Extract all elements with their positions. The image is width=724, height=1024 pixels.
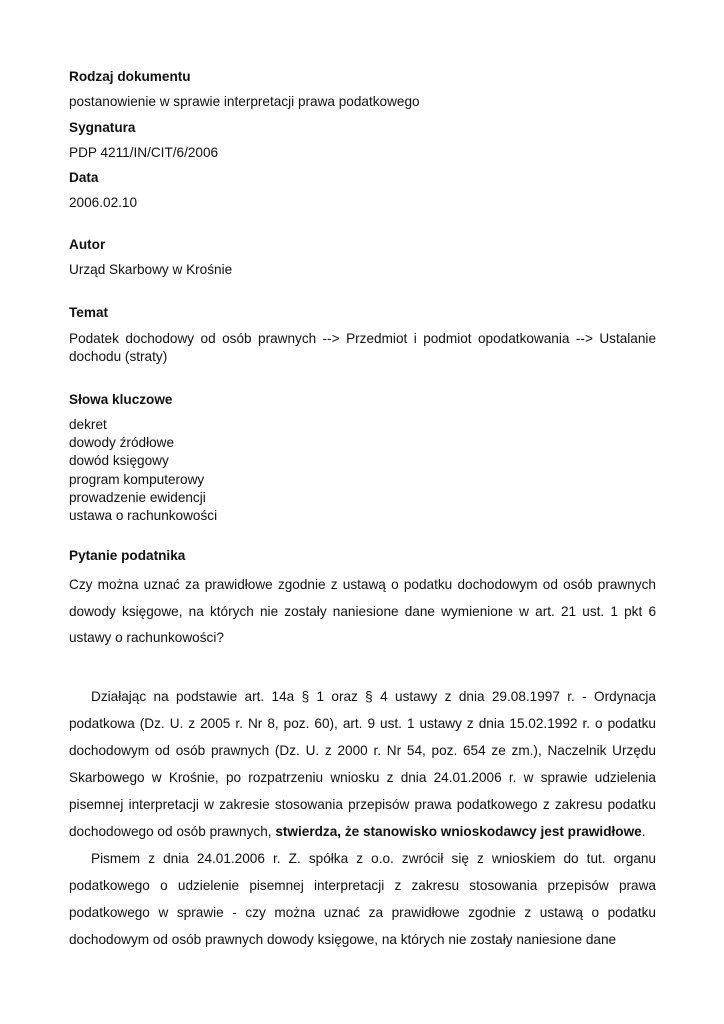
keyword-item: dowód księgowy — [69, 453, 169, 469]
author-label: Autor — [69, 237, 106, 252]
doc-type-value: postanowienie w sprawie interpretacji prawa podatkowego — [69, 94, 420, 109]
body-paragraph-2: Pismem z dnia 24.01.2006 r. Z. spółka z o.o. zwrócił się z wnioskiem do tut. organu podatkowego o udzielenie pisemnej interpretacji z zakresu stosowania przepisów prawa podatkowego w sprawie - czy można uznać za prawidłowe zgodnie z ustawą o podatku dochodowym od osób prawnych dowody księgowe, na których nie zostały naniesione dane — [69, 851, 656, 947]
question-label: Pytanie podatnika — [69, 548, 186, 563]
keywords-list — [69, 416, 217, 525]
keyword-item: program komputerowy — [69, 471, 205, 487]
keyword-item: dowody źródłowe — [69, 435, 175, 451]
date-value: 2006.02.10 — [69, 195, 138, 210]
author-value: Urząd Skarbowy w Krośnie — [69, 262, 233, 277]
topic-label: Temat — [69, 305, 109, 320]
body-paragraph-1 — [69, 683, 656, 845]
keyword-item: ustawa o rachunkowości — [69, 508, 218, 524]
date-label: Data — [69, 170, 99, 185]
body-paragraph-1-end: . — [641, 824, 646, 839]
signature-value: PDP 4211/IN/CIT/6/2006 — [69, 145, 219, 160]
signature-label: Sygnatura — [69, 120, 136, 135]
doc-type-label: Rodzaj dokumentu — [69, 69, 191, 84]
keyword-item: dekret — [69, 417, 107, 432]
body-paragraph-1-text: Działając na podstawie art. 14a § 1 oraz § 4 ustawy z dnia 29.08.1997 r. - Ordynacja podatkowa (Dz. U. z 2005 r. Nr 8, poz. 60), art. 9 ust. 1 ustawy z dnia 15.02.1992 r. o podatku dochodowym od osób prawnych (Dz. U. z 2000 r. Nr 54, poz. 654 ze zm.), Naczelnik Urzędu Skarbowego w Krośnie, po rozpatrzeniu wniosku z dnia 24.01.2006 r. w sprawie udzielenia pisemnej interpretacji w zakresie stosowania przepisów prawa podatkowego z zakresu podatku dochodowego od osób prawnych, — [69, 689, 656, 839]
keyword-item: prowadzenie ewidencji — [69, 489, 206, 505]
topic-value: Podatek dochodowy od osób prawnych --> Przedmiot i podmiot opodatkowania --> Ustalanie dochodu (straty) — [69, 331, 656, 364]
question-value: Czy można uznać za prawidłowe zgodnie z ustawą o podatku dochodowym od osób prawnych dowody księgowe, na których nie zostały naniesione dane wymienione w art. 21 ust. 1 pkt 6 ustawy o rachunkowości? — [69, 577, 656, 645]
decision-statement: stwierdza, że stanowisko wnioskodawcy jest prawidłowe — [275, 824, 642, 839]
keywords-label: Słowa kluczowe — [69, 392, 173, 407]
